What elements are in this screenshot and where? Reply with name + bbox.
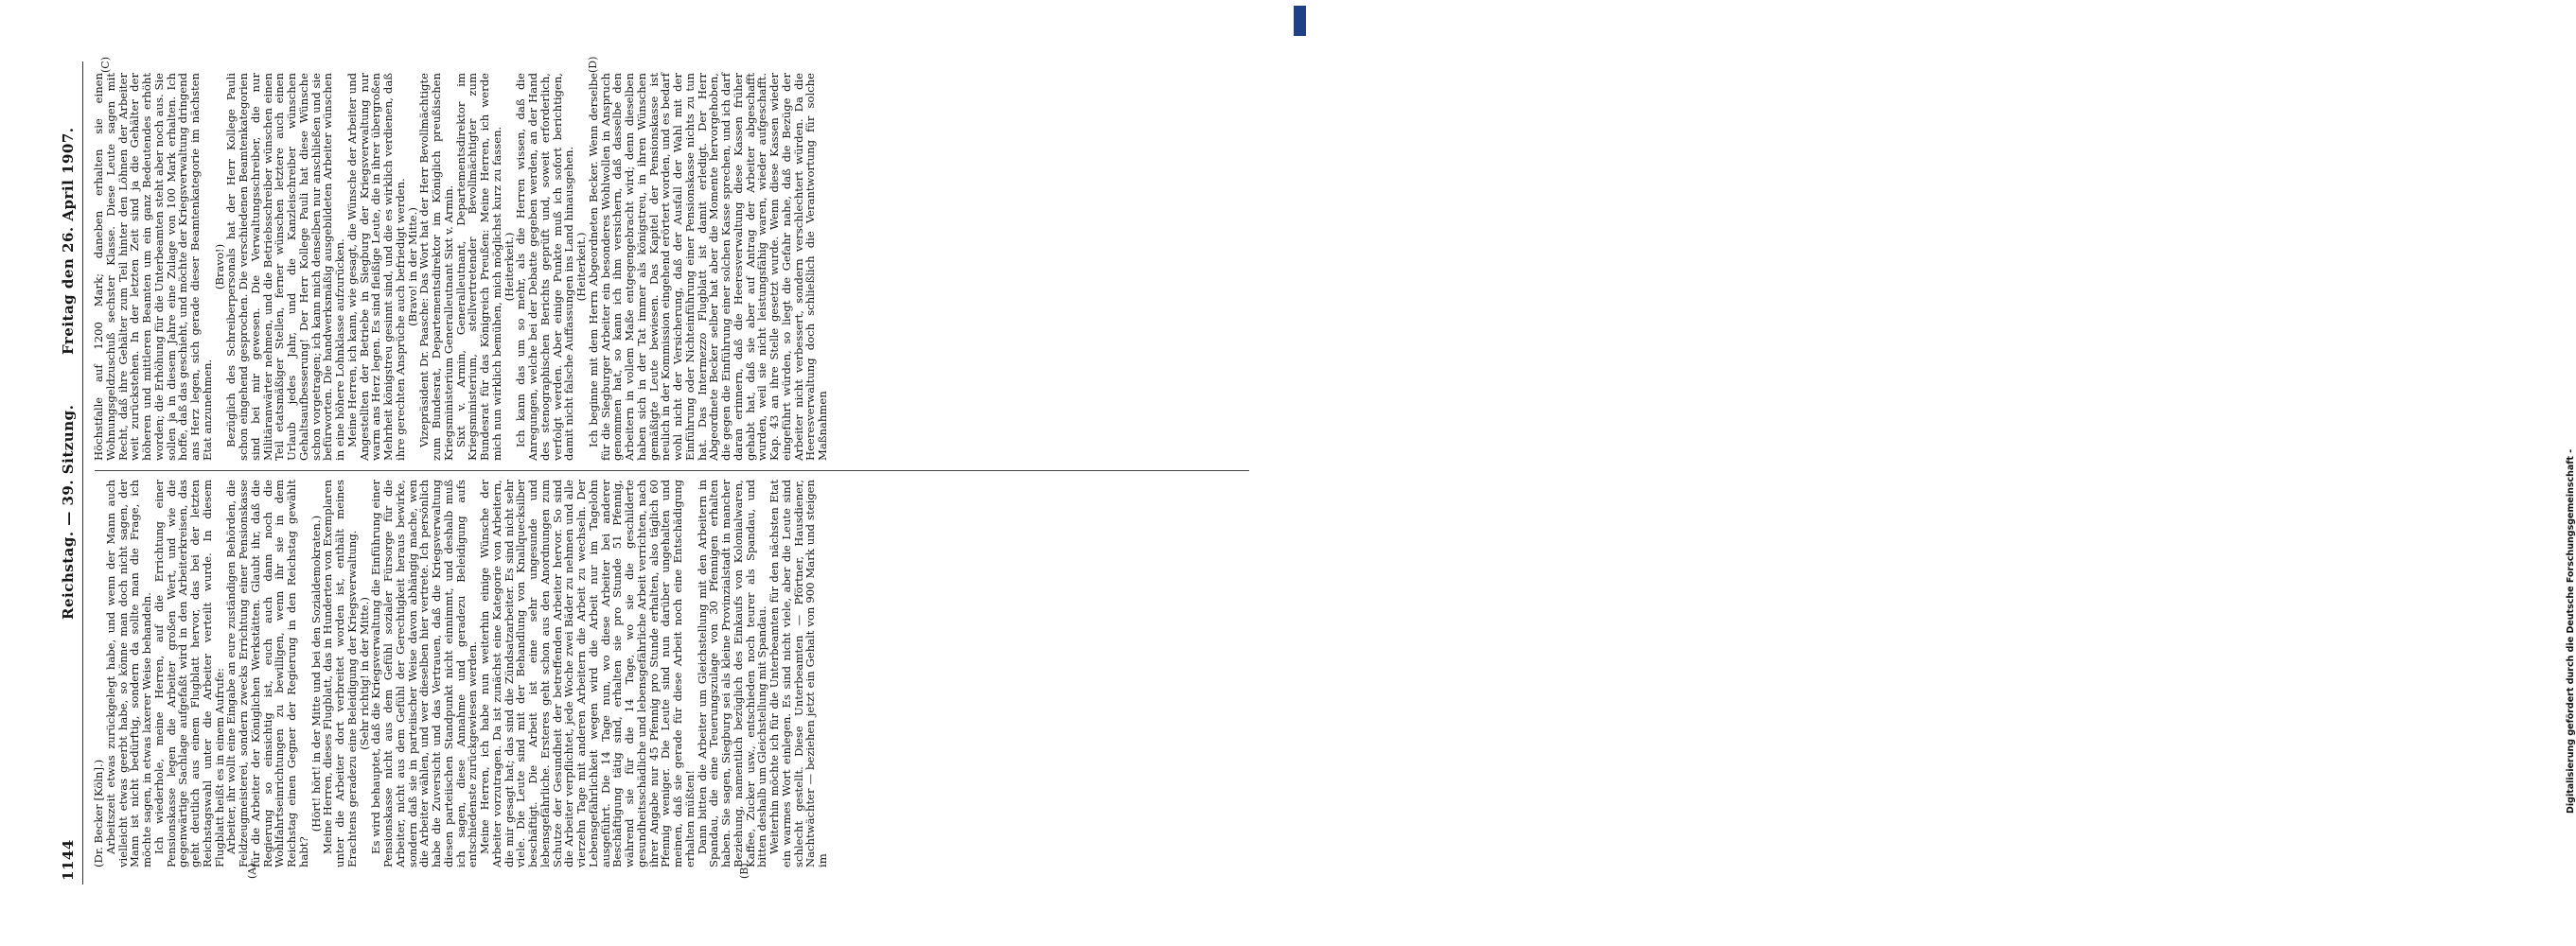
paragraph: Meine Herren, ich kann, wie gesagt, die Wünsche der Arbeiter und Angestellten der Betriebe in Siegburg der Kriegsverwaltung nur warm ans Herz legen. Es sind fleißige Leute, die in ihrer übergroßen Mehrheit königstreu gesinnt sind, und die es wirklich verdienen, daß ihre gerechten Ansprüche auch befriedigt werden. bbox=[344, 73, 407, 461]
right-column bbox=[93, 73, 1252, 461]
paragraph: Es wird behauptet, daß die Kriegsverwaltung die Einführung einer Pensionskasse nicht aus dem Gefühl sozialer Fürsorge für die Arbeiter, nicht aus dem Gefühl der Gerechtigkeit heraus bewirke, sondern daß sie in parteiischer Weise davon abhängig mache, wen die Arbeiter wählen, und wer dieselben hier vertrete. Ich persönlich habe die Zuversicht und das Vertrauen, daß die Kriegsverwaltung diesen parteiischen Standpunkt nicht einnimmt, und deshalb muß ich sagen, diese Annahme und geradezu Beleidigung aufs entschiedenste zurückgewiesen werden. bbox=[369, 480, 480, 867]
interjection: (Heiterkeit.) bbox=[502, 232, 516, 302]
quoted-paragraph: Arbeiter, ihr wollt eine Eingabe an eure zuständigen Behörden, die Feldzeugmeisterei, sondern zwecks Errichtung einer Pensionskasse für die Arbeiter der Königlichen Werkstätten. Glaubt ihr, daß die Regierung so einsichtig ist, euch auch dann noch die Wohlfahrtseinrichtungen zu bewilligen, wenn ihr sie in dem Reichstag einen Gegner der Regierung in den Reichstag gewählt habt? bbox=[224, 480, 310, 867]
paragraph: Höchstfalle auf 1200 Mark; daneben erhalten sie einen Wohnungsgeldzuschuß sechster Klasse. Diese Leute sagen mit Recht, daß ihre Gehälter zum Teil hinter den Löhnen der Arbeiter weit zurückstehen. In der letzten Zeit sind ja die Gehälter der höheren und mittleren Beamten um ein ganz Bedeutendes erhöht worden; die Erhöhung für die Unterbeamten steht aber noch aus. Sie sollen ja in diesem Jahre eine Zulage von 100 Mark erhalten. Ich hoffe, daß das geschieht, und möchte der Kriegsverwaltung dringend ans Herz legen, sich gerade dieser Beamtenkategorie im nächsten Etat anzunehmen. bbox=[92, 73, 214, 461]
paragraph: Meine Herren, dieses Flugblatt, das in Hunderten von Exemplaren unter die Arbeiter dort verbreitet worden ist, enthält meines Erachtens geradezu eine Beleidigung der Kriegsverwaltung. bbox=[321, 480, 359, 867]
rotated-document-page bbox=[57, 56, 1259, 885]
margin-marker-c: (C) bbox=[99, 57, 112, 73]
interjection: (Bravo!) bbox=[212, 243, 226, 290]
session-title: Reichstag. — 39. Sitzung. bbox=[60, 404, 77, 620]
speaker-paragraph: Vizepräsident Dr. Paasche: Das Wort hat der Herr Bevollmächtigte zum Bundesrat, Departementsdirektor im Königlich preußischen Kriegsministerium Generalleutnant Sixt v. Armin. bbox=[417, 73, 455, 461]
interjection: (Bravo! in der Mitte.) bbox=[405, 207, 419, 326]
page-header bbox=[57, 61, 81, 885]
page-number: 1144 bbox=[60, 839, 77, 881]
speaker-paragraph: Sixt v. Armin, Generalleutnant, Departementsdirektor im Kriegsministerium, stellvertretender Bevollmächtigter zum Bundesrat für das Königreich Preußen: Meine Herren, ich werde mich nun wirklich bemühen, mich möglichst kurz zu fassen. bbox=[453, 73, 503, 461]
header-rule bbox=[82, 61, 83, 885]
column-divider bbox=[95, 470, 1249, 471]
paragraph: Weiterhin möchte ich für die Unterbeamten für den nächsten Etat ein warmes Wort einlegen. Es sind nicht viele, aber die Leute sind schlecht gestellt. Diese Unterbeamten — Pförtner, Hausdiener, Nachtwächter — beziehen jetzt ein Gehalt von 900 Mark und steigen im bbox=[768, 480, 829, 867]
paragraph: Meine Herren, ich habe nun weiterhin einige Wünsche der Arbeiter vorzutragen. Da ist zunächst eine Kategorie von Arbeitern, die mir gesagt hat; das sind die Zündsatzarbeiter. Es sind nicht sehr viele. Die Leute sind mit der Behandlung von Knallquecksilber beschäftigt. Die Arbeit ist eine sehr ungesunde und lebensgefährliche. Ersteres geht schon aus den Anordnungen zum Schutze der Gesundheit der betreffenden Arbeiter hervor. So sind die Arbeiter verpflichtet, jede Woche zwei Bäder zu nehmen und alle vierzehn Tage mit anderen Arbeitern die Arbeit zu wechseln. Der Lebensgefährlichkeit wegen wird die Arbeit nur im Tagelohn ausgeführt. Die 14 Tage nun, wo diese Arbeiter bei anderer Beschäftigung tätig sind, erhalten sie pro Stunde 51 Pfennig, während sie für die 14 Tage, wo sie die geschilderte gesundheitsschädliche und lebensgefährliche Arbeit verrichten, nach ihrer Angabe nur 45 Pfennig pro Stunde erhalten, also täglich 60 Pfennig weniger. Die Leute sind nun darüber ungehalten und meinen, daß sie gerade für diese Arbeit noch eine Entschädigung erhalten müßten! bbox=[478, 480, 697, 867]
interjection: (Sehr richtig! in der Mitte.) bbox=[357, 597, 371, 750]
paragraph: Dann bitten die Arbeiter um Gleichstellung mit den Arbeitern in Spandau, die eine Teuerungszulage von 30 Pfennigen erhalten haben. Sie sagen, Siegburg sei als kleine Provinzialstadt in mancher Beziehung, namentlich bezüglich des Einkaufs von Kolonialwaren, Kaffee, Zucker usw., entschieden noch teurer als Spandau, und bitten deshalb um Gleichstellung mit Spandau. bbox=[695, 480, 769, 867]
paragraph: Arbeitszeit etwas zurückgelegt habe, und wenn der Mann auch vielleicht etwas geerbt habe, so könne man doch nicht sagen, der Mann ist nicht bedürftig, sondern da sollte man die Frage, ich möchte sagen, in etwas laxerer Weise behandeln. bbox=[103, 480, 153, 867]
dfg-logo bbox=[1294, 6, 1314, 36]
paragraph: Bezüglich des Schreiberpersonals hat der Herr Kollege Pauli schon eingehend gesprochen. Die verschiedenen Beamtenkategorien sind bei mir gewesen. Die Verwaltungsschreiber, die nur Militäranwärter nehmen, und die Betriebsschreiber wünschen einen Teil etatsmäßiger Stellen, ferner wünschen letztere auch einen Urlaub jedes Jahr, und die Kanzleischreiber wünschen Gehaltsaufbesserung! Der Herr Kollege Pauli hat diese Wünsche schon vorgetragen; ich kann mich denselben nur anschließen und sie befürworten. Die handwerksmäßig ausgebildeten Arbeiter wünschen in eine höhere Lohnklasse aufzurücken. bbox=[224, 73, 346, 461]
paragraph: Ich wiederhole, meine Herren, auf die Errichtung einer Pensionskasse legen die Arbeiter großen Wert, und wie die gegenwärtige Sachlage aufgefaßt wird in den Arbeiterkreisen, das geht deutlich aus einem Flugblatt hervor, das bei der letzten Reichstagswahl unter die Arbeiter verteilt wurde. In diesem Flugblatt heißt es in einem Aufrufe: bbox=[151, 480, 226, 867]
funding-credit: Digitalisierung gefördert durch die Deutsche Forschungsgemeinschaft - bbox=[2566, 448, 2576, 814]
margin-marker-d: (D) bbox=[587, 56, 599, 73]
left-column bbox=[93, 480, 1252, 867]
session-date: Freitag den 26. April 1907. bbox=[60, 127, 77, 355]
dfg-logo-text: DFG bbox=[1305, 9, 1314, 28]
speaker-tag: (Dr. Becker [Köln].) bbox=[92, 759, 105, 867]
paragraph: Ich beginne mit dem Herrn Abgeordneten Becker. Wenn derselbe für die Siegburger Arbeiter ein besonderes Wohlwollen in Anspruch genommen hat, so kann ich ihm versichern, daß dasselbe den Arbeitern in vollem Maße entgegengebracht wird; denn dieselben haben sich in der Tat immer als königstreu, in ihren Wünschen gemäßigte Leute bewiesen. Das Kapitel der Pensionskasse ist neulich in der Kommission eingehend erörtert worden, und es bedarf wohl nicht der Versicherung, daß der Ausfall der Wahl mit der Einführung oder Nichteinführung einer Pensionskasse nichts zu tun hat. Das Intermezzo Flugblatt ist damit erledigt. Der Herr Abgeordnete Becker selber hat aber die Momente hervorgehoben, die gegen die Einführung einer solchen Kasse sprechen, und ich darf daran erinnern, daß die Heeresverwaltung diese Kassen früher gehabt hat, daß sie aber auf Antrag der Arbeiter abgeschafft wurden, weil sie nicht leistungsfähig waren, wieder aufgeschafft. Kap. 43 an ihre Stelle gesetzt wurde. Wenn diese Kassen wieder eingeführt würden, so liegt die Gefahr nahe, daß die Bezüge der Arbeiter nicht verbessert, sondern verschlechtert würden. Da die Heeresverwaltung doch schließlich die Verantwortung für solche Maßnahmen bbox=[586, 73, 829, 461]
margin-marker-a: (A) bbox=[246, 863, 258, 879]
interjection: (Hört! hört! in der Mitte und bei den Sozialdemokraten.) bbox=[309, 515, 323, 832]
paragraph: Ich kann das um so mehr, als die Herren wissen, daß die Anregungen, welche bei der Debatte gegeben werden, an der Hand des stenographischen Berichts geprüft und, soweit erforderlich, verfolgt werden. Aber einige Punkte muß ich sofort berichtigen, damit nicht falsche Auffassungen ins Land hinausgehen. bbox=[514, 73, 576, 461]
interjection: (Heiterkeit.) bbox=[574, 232, 588, 302]
margin-marker-b: (B) bbox=[738, 863, 750, 879]
